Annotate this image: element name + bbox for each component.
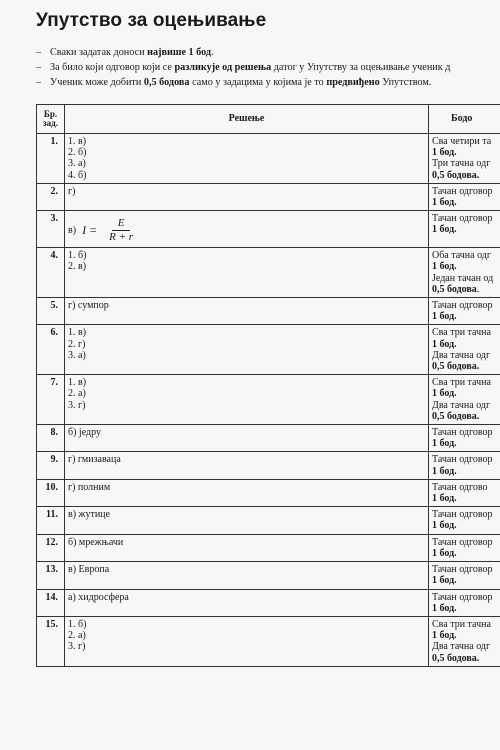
bold-text: 1 бод. <box>432 602 457 614</box>
solution-cell <box>65 375 429 425</box>
formula <box>68 215 425 245</box>
solution-cell <box>65 507 429 534</box>
answer-line: б) једру <box>68 427 101 439</box>
table-row <box>37 211 500 248</box>
table-header-row <box>37 105 500 134</box>
points-line <box>432 284 500 295</box>
task-number: 12. <box>37 534 65 561</box>
answer-line: б) мрежњачи <box>68 536 124 548</box>
bold-text: 1 бод. <box>432 493 457 505</box>
text-run: Сва четири та <box>432 136 492 147</box>
task-number: 5. <box>37 298 65 325</box>
points-line <box>432 548 500 559</box>
bold-text: 1 бод. <box>432 630 457 642</box>
dash-bullet: – <box>36 76 42 88</box>
points-line <box>432 170 500 181</box>
answer-line: 2. а) <box>68 630 86 642</box>
points-line <box>432 377 500 388</box>
points-cell <box>429 507 500 534</box>
table-row <box>37 534 500 561</box>
points-line <box>432 327 500 338</box>
points-line <box>432 250 500 261</box>
table-row <box>37 452 500 479</box>
table-row <box>37 425 500 452</box>
grading-rules-list <box>36 46 500 90</box>
text-run: датог у Упутству за оцењивање ученик д <box>271 61 451 73</box>
answer-line: г) полним <box>68 481 111 493</box>
points-line <box>432 273 500 284</box>
bold-text: 0,5 бодова. <box>432 169 480 181</box>
bold-text: 1 бод. <box>432 147 457 159</box>
page-title: Упутство за оцењивање <box>36 10 267 31</box>
answer-line: 1. б) <box>68 250 87 262</box>
solution-cell <box>65 616 429 666</box>
bold-text: 0,5 бодова <box>143 76 190 88</box>
text-run: Оба тачна одг <box>432 250 491 262</box>
solution-cell <box>65 248 429 298</box>
bold-text: 1 бод. <box>432 338 457 350</box>
table-row <box>37 298 500 325</box>
rule-item <box>36 61 500 76</box>
text-run: Сва три тачна <box>432 618 491 630</box>
formula-option: в) <box>68 224 77 236</box>
text-run: . <box>211 47 214 58</box>
points-line <box>432 575 500 586</box>
formula-fraction <box>105 218 137 243</box>
solution-cell <box>65 534 429 561</box>
points-line <box>432 653 500 664</box>
answer-line: 2. в) <box>68 261 87 273</box>
text-run: Један тачан од <box>432 272 494 284</box>
dash-bullet: – <box>36 47 42 58</box>
header-task-number: Бр. зад. <box>37 105 65 134</box>
answer-line: 2. г) <box>68 338 86 350</box>
points-line <box>432 400 500 411</box>
table-row <box>37 325 500 375</box>
solution-cell <box>65 589 429 616</box>
points-cell <box>429 134 500 184</box>
points-cell <box>429 616 500 666</box>
table-row <box>37 248 500 298</box>
answer-line: 3. г) <box>68 399 86 411</box>
text-run: Два тачна одг <box>432 641 491 653</box>
answer-line: 1. б) <box>68 618 87 630</box>
text-run: Сва три тачна <box>432 377 491 389</box>
answer-line: 1. в) <box>68 136 87 147</box>
answer-line: 3. г) <box>68 641 86 653</box>
bold-text: 1 бод. <box>432 520 457 532</box>
answer-line: 2. б) <box>68 147 87 159</box>
points-cell <box>429 248 500 298</box>
points-line <box>432 311 500 322</box>
answer-line: 2. а) <box>68 388 86 400</box>
fraction-denominator: R + r <box>109 230 134 243</box>
text-run: Два тачна одг <box>432 349 491 361</box>
bold-text: 1 бод. <box>432 197 457 209</box>
answer-line: 1. в) <box>68 327 87 339</box>
text-run: само у задацима у којима је то <box>189 76 327 88</box>
text-run: Упутством. <box>379 76 432 88</box>
points-line <box>432 186 500 197</box>
task-number: 1. <box>37 134 65 184</box>
text-run: Тачан одговор <box>432 185 493 197</box>
points-line <box>432 350 500 361</box>
points-cell <box>429 425 500 452</box>
points-line <box>432 482 500 493</box>
answer-line: 4. б) <box>68 169 87 181</box>
task-number: 2. <box>37 183 65 210</box>
solution-cell <box>65 479 429 506</box>
points-line <box>432 224 500 235</box>
points-line <box>432 361 500 372</box>
points-cell <box>429 534 500 561</box>
text-run: Тачан одговор <box>432 427 493 439</box>
bold-text: 1 бод. <box>432 388 457 400</box>
task-number: 6. <box>37 325 65 375</box>
table-row <box>37 616 500 666</box>
points-line <box>432 619 500 630</box>
text-run: Тачан одгово <box>432 481 488 493</box>
solution-cell <box>65 452 429 479</box>
table-row <box>37 375 500 425</box>
points-line <box>432 197 500 208</box>
points-line <box>432 300 500 311</box>
answer-line: а) хидросфера <box>68 591 129 603</box>
text-run: Тачан одговор <box>432 536 493 548</box>
task-number: 4. <box>37 248 65 298</box>
task-number: 14. <box>37 589 65 616</box>
bold-text: 0,5 бодова. <box>432 361 480 373</box>
text-run: Два тачна одг <box>432 399 491 411</box>
answer-key-table <box>36 104 500 667</box>
header-solution: Решење <box>65 105 429 134</box>
text-run: Три тачна одг <box>432 158 491 170</box>
points-cell <box>429 211 500 248</box>
bold-text: 0,5 бодова <box>432 283 477 295</box>
points-line <box>432 641 500 652</box>
solution-cell <box>65 562 429 589</box>
bold-text: 1 бод. <box>432 465 457 477</box>
bold-text: разликује од решења <box>174 61 272 73</box>
points-cell <box>429 562 500 589</box>
text-run: Тачан одговор <box>432 591 493 603</box>
answer-line: 3. а) <box>68 349 86 361</box>
task-number: 8. <box>37 425 65 452</box>
points-cell <box>429 452 500 479</box>
text-run: Сваки задатак доноси <box>50 47 148 58</box>
table-row <box>37 183 500 210</box>
answer-line: в) Европа <box>68 564 110 576</box>
points-line <box>432 136 500 147</box>
task-number: 9. <box>37 452 65 479</box>
points-line <box>432 509 500 520</box>
solution-cell <box>65 211 429 248</box>
points-cell <box>429 375 500 425</box>
text-run: Тачан одговор <box>432 564 493 576</box>
points-line <box>432 213 500 224</box>
points-line <box>432 603 500 614</box>
points-line <box>432 427 500 438</box>
solution-cell <box>65 425 429 452</box>
points-line <box>432 520 500 531</box>
table-row <box>37 134 500 184</box>
answer-line: г) сумпор <box>68 300 109 312</box>
fraction-numerator: E <box>112 218 131 231</box>
answer-line: г) гмизаваца <box>68 454 121 466</box>
points-cell <box>429 479 500 506</box>
bold-text: 1 бод. <box>432 547 457 559</box>
text-run: За било који одговор који се <box>50 61 175 73</box>
answer-line: 1. в) <box>68 377 87 389</box>
text-run: Ученик може добити <box>50 76 144 88</box>
answer-line: 3. а) <box>68 158 86 170</box>
points-cell <box>429 589 500 616</box>
table-row <box>37 479 500 506</box>
points-line <box>432 592 500 603</box>
points-cell <box>429 183 500 210</box>
points-line <box>432 564 500 575</box>
points-line <box>432 537 500 548</box>
points-cell <box>429 298 500 325</box>
bold-text: 0,5 бодова. <box>432 410 480 422</box>
points-line <box>432 438 500 449</box>
points-line <box>432 261 500 272</box>
text-run: Тачан одговор <box>432 300 493 312</box>
points-line <box>432 630 500 641</box>
task-number: 3. <box>37 211 65 248</box>
header-points: Бодо <box>429 105 500 134</box>
points-line <box>432 388 500 399</box>
formula-lhs: I = <box>82 222 98 237</box>
points-line <box>432 493 500 504</box>
solution-cell <box>65 325 429 375</box>
dash-bullet: – <box>36 61 42 73</box>
points-line <box>432 454 500 465</box>
answer-line: г) <box>68 185 76 197</box>
text-run: Тачан одговор <box>432 509 493 521</box>
solution-cell <box>65 183 429 210</box>
rule-item <box>36 46 500 61</box>
table-row <box>37 562 500 589</box>
bold-text: предвиђено <box>326 76 380 88</box>
task-number: 10. <box>37 479 65 506</box>
points-line <box>432 147 500 158</box>
task-number: 15. <box>37 616 65 666</box>
task-number: 7. <box>37 375 65 425</box>
points-cell <box>429 325 500 375</box>
bold-text: 1 бод. <box>432 224 457 236</box>
text-run: Сва три тачна <box>432 327 491 339</box>
text-run: . <box>476 283 480 295</box>
solution-cell <box>65 298 429 325</box>
bold-text: 1 бод. <box>432 438 457 450</box>
task-number: 13. <box>37 562 65 589</box>
bold-text: највише 1 бод <box>147 47 212 58</box>
text-run: Тачан одговор <box>432 213 493 225</box>
solution-cell <box>65 134 429 184</box>
points-line <box>432 158 500 169</box>
answer-line: в) жутице <box>68 509 110 521</box>
table-row <box>37 507 500 534</box>
text-run: Тачан одговор <box>432 454 493 466</box>
rule-item <box>36 76 500 91</box>
task-number: 11. <box>37 507 65 534</box>
points-line <box>432 466 500 477</box>
table-row <box>37 589 500 616</box>
bold-text: 1 бод. <box>432 261 457 273</box>
points-line <box>432 339 500 350</box>
points-line <box>432 411 500 422</box>
bold-text: 1 бод. <box>432 311 457 323</box>
bold-text: 1 бод. <box>432 575 457 587</box>
bold-text: 0,5 бодова. <box>432 652 480 664</box>
